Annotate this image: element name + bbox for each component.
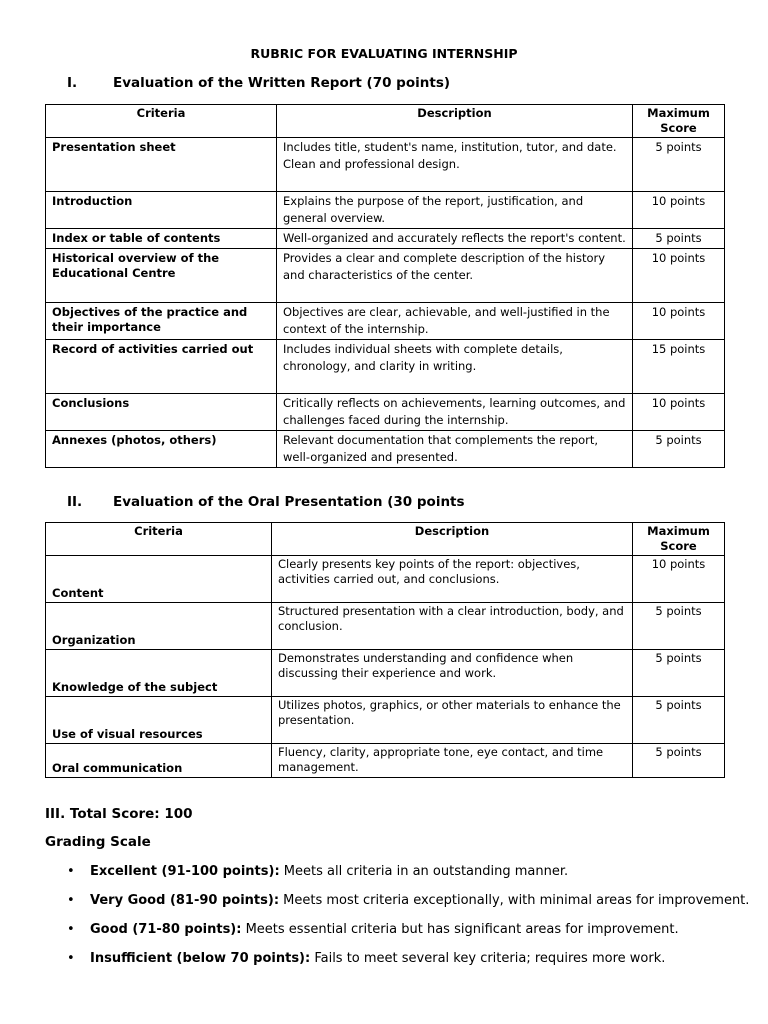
criteria-cell: Index or table of contents [46,229,277,249]
table-row [46,249,725,303]
criteria-cell: Record of activities carried out [46,340,277,394]
grade-label: Excellent (91-100 points): [90,864,280,879]
description-cell: Critically reflects on achievements, learning outcomes, and challenges faced during the internship. [277,394,633,431]
written-report-table [45,104,725,468]
criteria-cell: Annexes (photos, others) [46,431,277,468]
score-cell: 10 points [633,192,725,229]
section-2-heading [67,494,465,510]
section-1-number: I. [67,75,78,91]
header-description: Description [277,105,633,138]
score-cell: 5 points [633,229,725,249]
table-row [46,603,725,650]
table-row [46,394,725,431]
criteria-cell: Presentation sheet [46,138,277,192]
description-cell: Objectives are clear, achievable, and well-justified in the context of the internship. [277,303,633,340]
table-row [46,650,725,697]
description-cell: Fluency, clarity, appropriate tone, eye contact, and time management. [272,744,633,778]
table-row [46,697,725,744]
table-row [46,431,725,468]
oral-presentation-table [45,522,725,778]
list-item [45,857,745,886]
score-cell: 5 points [633,650,725,697]
header-criteria: Criteria [46,105,277,138]
table-row [46,192,725,229]
section-1-heading [67,75,450,91]
description-cell: Well-organized and accurately reflects the report's content. [277,229,633,249]
score-cell: 5 points [633,697,725,744]
score-cell: 10 points [633,394,725,431]
grade-text: Meets essential criteria but has significant areas for improvement. [241,922,679,937]
table-row [46,556,725,603]
bullet-icon: • [67,922,75,937]
table-header-row [46,105,725,138]
criteria-cell: Conclusions [46,394,277,431]
criteria-cell: Content [46,556,272,603]
table-row [46,138,725,192]
total-score: III. Total Score: 100 [45,806,193,822]
grade-text: Meets all criteria in an outstanding manner. [279,864,569,879]
criteria-cell: Knowledge of the subject [46,650,272,697]
description-cell: Includes title, student's name, institution, tutor, and date. Clean and professional design. [277,138,633,192]
description-cell: Explains the purpose of the report, justification, and general overview. [277,192,633,229]
list-item [45,915,745,944]
document-title: RUBRIC FOR EVALUATING INTERNSHIP [250,46,518,61]
table-row [46,340,725,394]
list-item [45,944,745,973]
table-row [46,303,725,340]
description-cell: Demonstrates understanding and confidence when discussing their experience and work. [272,650,633,697]
table-header-row [46,523,725,556]
bullet-icon: • [67,893,75,908]
bullet-icon: • [67,951,75,966]
grade-label: Insufficient (below 70 points): [90,951,311,966]
grade-text: Fails to meet several key criteria; requires more work. [310,951,666,966]
description-cell: Structured presentation with a clear introduction, body, and conclusion. [272,603,633,650]
section-2-number: II. [67,494,83,510]
section-2-title: Evaluation of the Oral Presentation (30 points [113,494,465,510]
criteria-cell: Introduction [46,192,277,229]
description-cell: Clearly presents key points of the report: objectives, activities carried out, and conclusions. [272,556,633,603]
table-row [46,744,725,778]
criteria-cell: Use of visual resources [46,697,272,744]
score-cell: 10 points [633,303,725,340]
header-maximum-score: Maximum Score [633,523,725,556]
description-cell: Includes individual sheets with complete details, chronology, and clarity in writing. [277,340,633,394]
grade-label: Good (71-80 points): [90,922,242,937]
table-row [46,229,725,249]
grading-scale-list [45,857,750,973]
description-cell: Provides a clear and complete description of the history and characteristics of the center. [277,249,633,303]
score-cell: 15 points [633,340,725,394]
description-cell: Utilizes photos, graphics, or other materials to enhance the presentation. [272,697,633,744]
score-cell: 5 points [633,603,725,650]
header-maximum-score: Maximum Score [633,105,725,138]
grade-label: Very Good (81-90 points): [90,893,280,908]
description-cell: Relevant documentation that complements the report, well-organized and presented. [277,431,633,468]
header-criteria: Criteria [46,523,272,556]
score-cell: 10 points [633,249,725,303]
criteria-cell: Organization [46,603,272,650]
list-item [45,886,750,915]
score-cell: 5 points [633,431,725,468]
header-description: Description [272,523,633,556]
section-1-title: Evaluation of the Written Report (70 points) [113,75,451,91]
criteria-cell: Historical overview of the Educational Centre [46,249,277,303]
grade-text: Meets most criteria exceptionally, with minimal areas for improvement. [279,893,750,908]
bullet-icon: • [67,864,75,879]
score-cell: 5 points [633,138,725,192]
criteria-cell: Oral communication [46,744,272,778]
grading-scale-title: Grading Scale [45,834,151,850]
score-cell: 10 points [633,556,725,603]
score-cell: 5 points [633,744,725,778]
criteria-cell: Objectives of the practice and their importance [46,303,277,340]
